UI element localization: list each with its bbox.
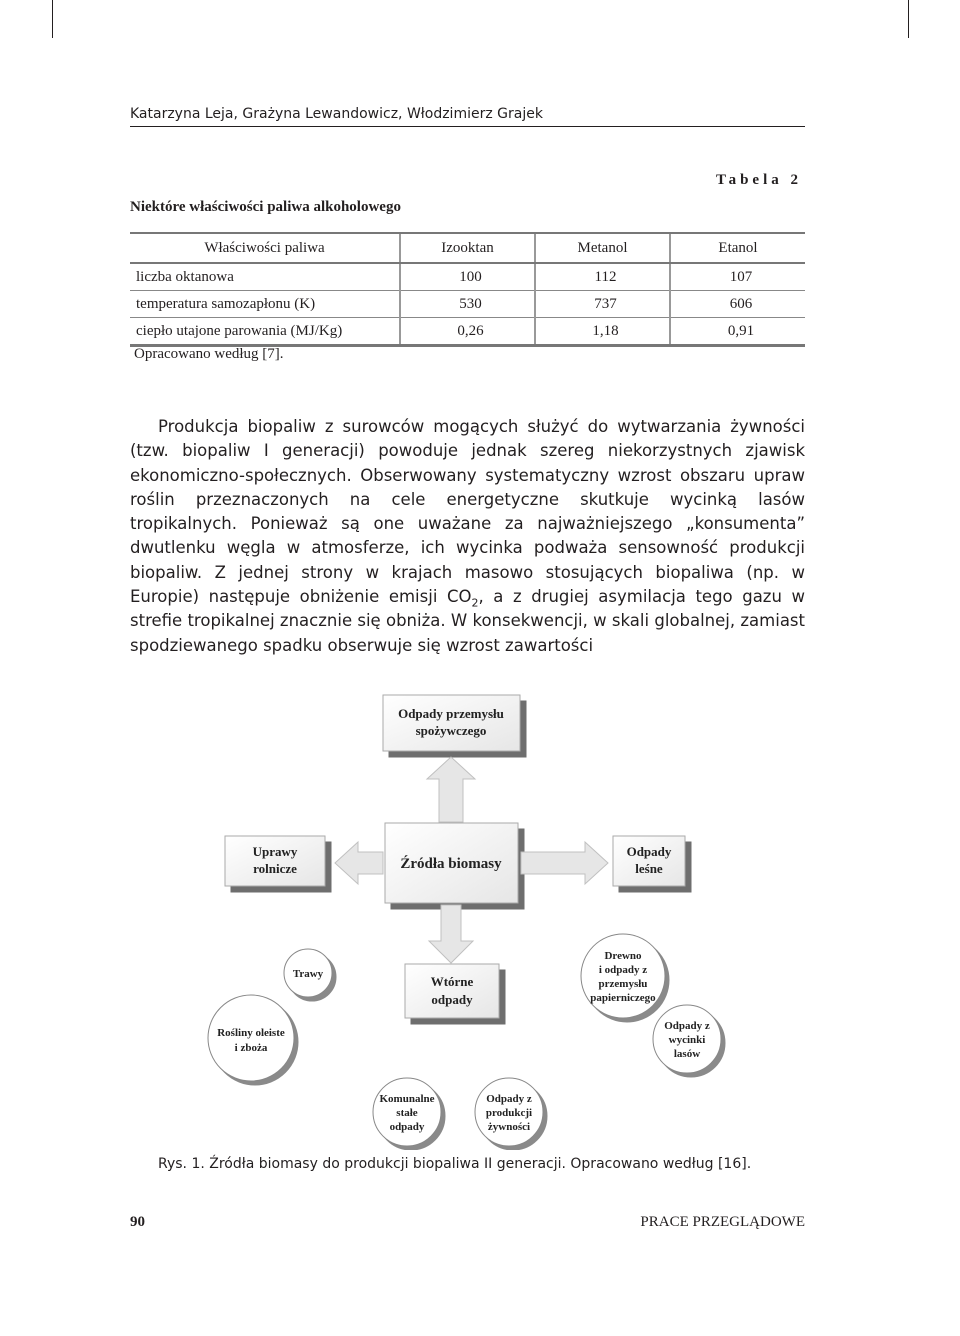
right-box-line2: leśne (635, 861, 663, 876)
fuel-properties-table (130, 232, 805, 347)
left-box-line1: Uprawy (252, 844, 298, 859)
circle-komunalne-line1: Komunalne (379, 1093, 435, 1105)
right-box (613, 836, 685, 886)
circle-wycinki-line1: Odpady z (664, 1020, 710, 1032)
circle-drewno (581, 934, 665, 1018)
column-header-property: Właściwości paliwa (130, 233, 400, 263)
circle-produkcji-line1: Odpady z (486, 1093, 532, 1105)
circle-drewno-line4: papierniczego (590, 992, 656, 1004)
crop-mark-right (908, 0, 909, 38)
table-source-note: Opracowano według [7]. (134, 346, 284, 362)
circle-drewno-line3: przemysłu (598, 978, 648, 990)
secondary-waste-box-line2: odpady (431, 992, 473, 1007)
circle-produkcji-line3: żywności (487, 1121, 531, 1133)
down-arrow (429, 905, 473, 963)
center-box (385, 823, 518, 903)
table-row (130, 318, 805, 346)
table-title: Niektóre właściwości paliwa alkoholowego (130, 199, 401, 215)
circle-rosliny-line1: Rośliny oleiste (217, 1027, 285, 1039)
header-rule (130, 126, 805, 127)
table-cell: 112 (535, 263, 670, 291)
table-label: Tabela 2 (715, 172, 802, 188)
right-box-line1: Odpady (626, 844, 672, 859)
running-header-authors: Katarzyna Leja, Grażyna Lewandowicz, Włodzimierz Grajek (130, 106, 543, 122)
row-label: temperatura samozapłonu (K) (130, 291, 400, 318)
table-cell: 107 (670, 263, 805, 291)
circle-wycinki (653, 1005, 721, 1073)
secondary-waste-box (405, 964, 499, 1018)
table-cell: 737 (535, 291, 670, 318)
center-box-label: Źródła biomasy (400, 856, 502, 872)
circle-produkcji-line2: produkcji (485, 1107, 533, 1119)
circle-rosliny-line2: i zboża (234, 1042, 268, 1054)
biomass-sources-diagram (190, 680, 750, 1150)
circle-rosliny (208, 995, 294, 1081)
row-label: liczba oktanowa (130, 263, 400, 291)
secondary-waste-box-frame (405, 964, 499, 1018)
up-arrow (427, 757, 475, 822)
paragraph-text-part2: , a z drugiej asymilacja tego gazu w strefie tropikalnej znacznie się obniża. W konsekwencji, w skali globalnej, zamiast spodziewanego spadku obserwuje się wzrost zawartości (130, 587, 805, 655)
top-box-line2: spożywczego (415, 723, 487, 738)
top-box (383, 695, 520, 751)
circle-drewno-line1: Drewno (604, 950, 642, 962)
circle-produkcji (475, 1078, 543, 1146)
table-cell: 0,26 (400, 318, 535, 346)
table-cell: 606 (670, 291, 805, 318)
row-label: ciepło utajone parowania (MJ/Kg) (130, 318, 400, 346)
table-cell: 100 (400, 263, 535, 291)
body-paragraph (130, 415, 805, 658)
circle-komunalne-line3: odpady (389, 1121, 425, 1133)
crop-mark-left (52, 0, 53, 38)
top-box-line1: Odpady przemysłu (398, 706, 504, 721)
journal-name: PRACE PRZEGLĄDOWE (640, 1214, 805, 1230)
secondary-waste-box-line1: Wtórne (430, 974, 474, 989)
table-cell: 530 (400, 291, 535, 318)
figure-caption: Rys. 1. Źródła biomasy do produkcji biopaliwa II generacji. Opracowano według [16]. (158, 1156, 752, 1172)
table-row (130, 291, 805, 318)
page-number: 90 (130, 1214, 145, 1230)
circle-trawy-label: Trawy (292, 968, 324, 980)
circle-wycinki-line3: lasów (673, 1048, 701, 1060)
left-box (225, 836, 325, 886)
circle-wycinki-line2: wycinki (668, 1034, 706, 1046)
circle-komunalne (373, 1078, 441, 1146)
column-header-etanol: Etanol (670, 233, 805, 263)
circle-drewno-shape (581, 934, 665, 1018)
circle-komunalne-line2: stałe (396, 1107, 418, 1119)
subscript: 2 (471, 596, 479, 610)
left-box-line2: rolnicze (253, 861, 297, 876)
table-header-row (130, 233, 805, 263)
circle-trawy (284, 949, 332, 997)
table-cell: 0,91 (670, 318, 805, 346)
column-header-metanol: Metanol (535, 233, 670, 263)
paragraph (130, 415, 805, 658)
right-arrow (521, 842, 608, 884)
column-header-izooktan: Izooktan (400, 233, 535, 263)
table-cell: 1,18 (535, 318, 670, 346)
table-row (130, 263, 805, 291)
circle-drewno-line2: i odpady z (598, 964, 648, 976)
paragraph-text-part1: Produkcja biopaliw z surowców mogących służyć do wytwarzania żywności (tzw. biopaliw I generacji) powoduje jednak szereg niekorzystnych zjawisk ekonomiczno-społecznych. Obserwowany systematyczny wzrost obszaru upraw roślin przeznaczonych na cele energetyczne skutkuje wycinką lasów tropikalnych. Ponieważ są one uważane za najważniejszego „konsumenta” dwutlenku węgla w atmosferze, ich wycinka podważa sensowność produkcji biopaliw. Z jednej strony w krajach masowo stosujących biopaliwa (np. w Europie) następuje obniżenie emisji CO (130, 417, 805, 607)
left-arrow (335, 842, 383, 884)
